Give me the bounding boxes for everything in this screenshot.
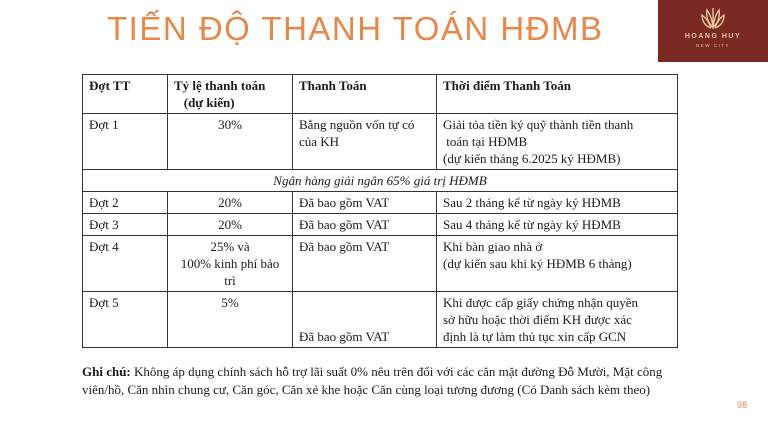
timing-cell <box>437 236 678 292</box>
footnote <box>82 363 692 399</box>
timing-line2: (dự kiến sau khi ký HĐMB 6 tháng) <box>443 256 632 271</box>
header-rate-line2: (dự kiến) <box>183 95 235 110</box>
header-phase: Đợt TT <box>83 75 168 114</box>
rate-cell: 20% <box>168 192 293 214</box>
table-header-row <box>83 75 678 114</box>
header-rate <box>168 75 293 114</box>
rate-cell: 20% <box>168 214 293 236</box>
footnote-text: Không áp dụng chính sách hỗ trợ lãi suất 0% nêu trên đối với các căn mặt đường Đỗ Mười, Mặt công viên/hồ, Căn nhìn chung cư, Căn góc, Căn xẻ khe hoặc Căn cùng loại tương đương (Có Danh sách kèm theo) <box>82 364 663 397</box>
timing-cell: Sau 4 tháng kể từ ngày ký HĐMB <box>437 214 678 236</box>
table-row <box>83 214 678 236</box>
header-timing: Thời điểm Thanh Toán <box>437 75 678 114</box>
phase-cell: Đợt 1 <box>83 114 168 170</box>
timing-line1: Khi bàn giao nhà ở <box>443 239 543 254</box>
payment-cell <box>293 114 437 170</box>
table-row <box>83 114 678 170</box>
payment-cell: Đã bao gồm VAT <box>293 214 437 236</box>
rate-cell: 30% <box>168 114 293 170</box>
payment-line2: của KH <box>299 134 340 149</box>
page-title: TIẾN ĐỘ THANH TOÁN HĐMB <box>107 10 604 47</box>
table-row <box>83 292 678 348</box>
payment-cell: Đã bao gồm VAT <box>293 192 437 214</box>
table-row <box>83 192 678 214</box>
timing-cell: Sau 2 tháng kể từ ngày ký HĐMB <box>437 192 678 214</box>
payment-schedule-table <box>82 74 678 348</box>
bank-disbursement-row <box>83 170 678 192</box>
header-payment: Thanh Toán <box>293 75 437 114</box>
payment-cell: Đã bao gồm VAT <box>293 292 437 348</box>
phase-cell: Đợt 5 <box>83 292 168 348</box>
timing-cell <box>437 292 678 348</box>
timing-line1: Khi được cấp giấy chứng nhận quyền <box>443 295 638 310</box>
timing-line2: sở hữu hoặc thời điểm KH được xác <box>443 312 632 327</box>
rate-line2: 100% kinh phí bảo trì <box>180 256 280 288</box>
rate-cell: 5% <box>168 292 293 348</box>
payment-line1: Bằng nguồn vốn tự có <box>299 117 415 132</box>
timing-line1: Giải tỏa tiền ký quỹ thành tiền thanh <box>443 117 634 132</box>
timing-line3: (dự kiến tháng 6.2025 ký HĐMB) <box>443 151 621 166</box>
lotus-logo-icon <box>700 5 726 31</box>
page-number: 98 <box>737 400 748 410</box>
phase-cell: Đợt 2 <box>83 192 168 214</box>
logo-sub-text: NEW CITY <box>696 43 730 48</box>
footnote-label: Ghi chú: <box>82 364 131 379</box>
timing-line2: toán tại HĐMB <box>446 134 528 149</box>
brand-logo <box>658 0 768 62</box>
logo-brand-text: HOANG HUY <box>684 33 742 40</box>
timing-line3: định là tự làm thủ tục xin cấp GCN <box>443 329 627 344</box>
bank-disbursement-note: Ngân hàng giải ngân 65% giá trị HĐMB <box>83 170 678 192</box>
table-row <box>83 236 678 292</box>
timing-cell <box>437 114 678 170</box>
phase-cell: Đợt 4 <box>83 236 168 292</box>
header-rate-line1: Tỷ lệ thanh toán <box>174 78 266 93</box>
rate-cell <box>168 236 293 292</box>
payment-cell: Đã bao gồm VAT <box>293 236 437 292</box>
rate-line1: 25% và <box>210 239 250 254</box>
phase-cell: Đợt 3 <box>83 214 168 236</box>
